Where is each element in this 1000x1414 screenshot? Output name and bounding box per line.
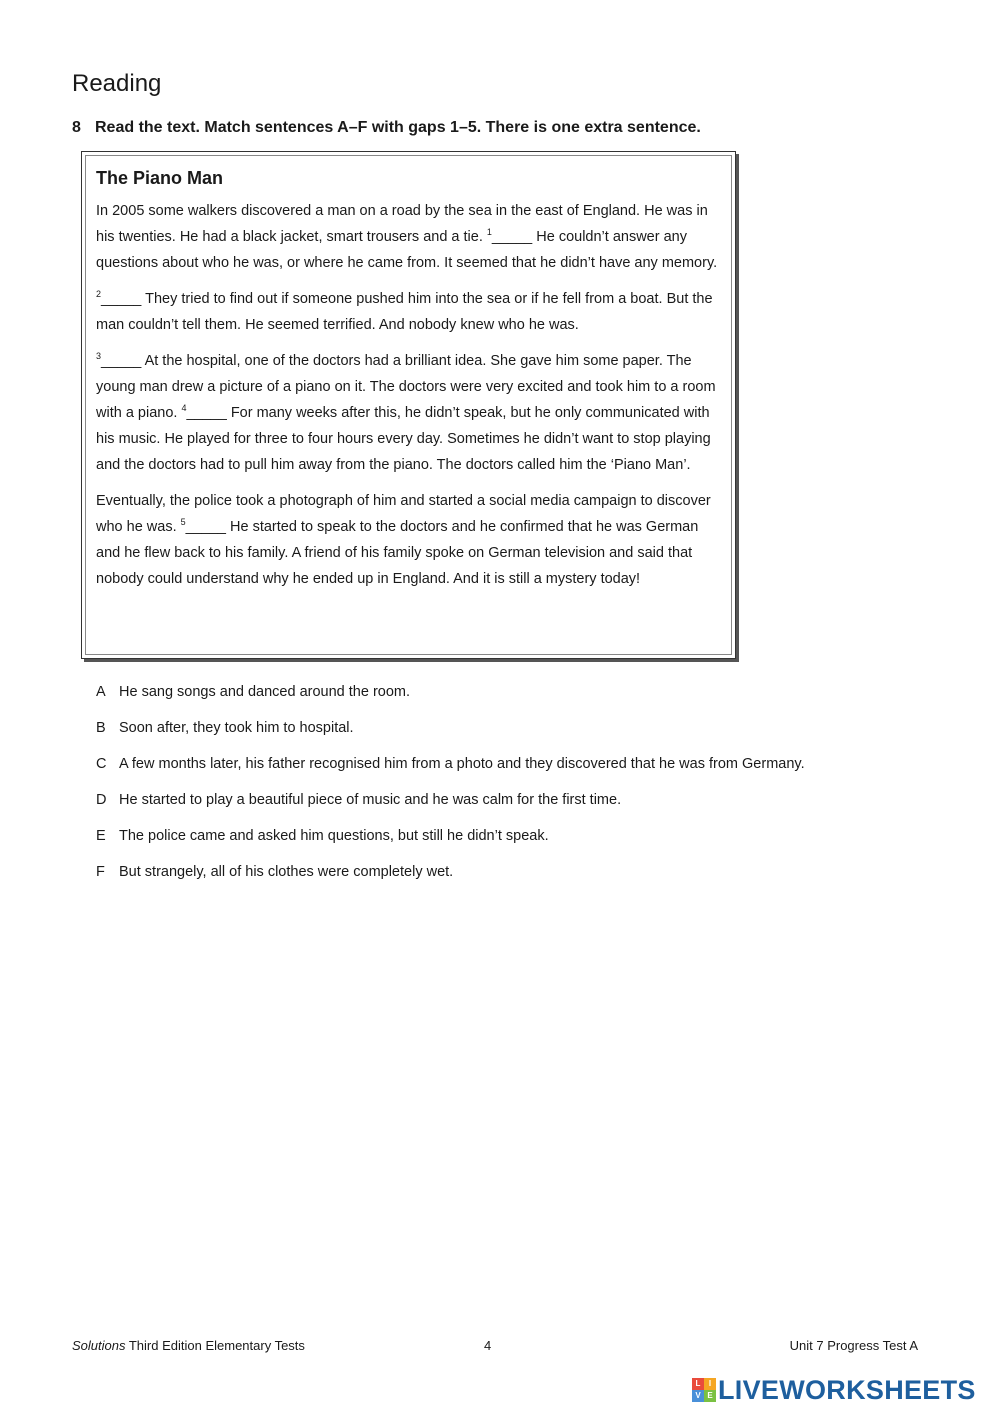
gap-1-number: 1	[486, 227, 492, 237]
liveworksheets-logo-icon	[692, 1378, 716, 1402]
option-text: A few months later, his father recognised him from a photo and they discovered that he was from Germany.	[119, 756, 805, 772]
option-f	[96, 861, 805, 897]
paragraph-3-text-b: _____ For many weeks after this, he didn’t speak, but he only communicated with his music. He played for three to four hours every day. Sometimes he didn’t want to stop playing and the doctors had to pull him away from the piano. The doctors called him the ‘Piano Man’.	[96, 405, 711, 473]
gap-3-number: 3	[96, 351, 102, 361]
option-d	[96, 789, 805, 825]
logo-cell: V	[692, 1390, 704, 1402]
paragraph-4	[96, 488, 723, 592]
gap-4-number: 4	[181, 403, 187, 413]
options-list	[96, 681, 805, 897]
instruction-text: Read the text. Match sentences A–F with gaps 1–5. There is one extra sentence.	[95, 119, 701, 136]
option-text: But strangely, all of his clothes were completely wet.	[119, 864, 454, 880]
story-title: The Piano Man	[96, 168, 224, 188]
option-a	[96, 681, 805, 717]
option-letter: B	[96, 720, 106, 736]
paragraph-4-text-b: _____ He started to speak to the doctors and he confirmed that he was German and he flew back to his family. A friend of his family spoke on German television and said that nobody could understand why he ended up in England. And it is still a mystery today!	[96, 519, 699, 587]
option-b	[96, 717, 805, 753]
brand-name: LIVEWORKSHEETS	[718, 1374, 976, 1405]
paragraph-3	[96, 348, 723, 478]
page-footer	[72, 1338, 918, 1356]
option-text: He started to play a beautiful piece of music and he was calm for the first time.	[119, 792, 622, 808]
section-title: Reading	[72, 70, 162, 97]
paragraph-2	[96, 286, 723, 338]
paragraph-4-text-a: Eventually, the police took a photograph of him and started a social media campaign to discover who he was.	[96, 493, 711, 535]
gap-5-number: 5	[180, 517, 186, 527]
logo-cell: E	[704, 1390, 716, 1402]
option-letter: D	[96, 792, 107, 808]
option-letter: E	[96, 828, 106, 844]
footer-book-title	[72, 1338, 305, 1353]
exercise-number: 8	[72, 119, 81, 136]
paragraph-1	[96, 198, 723, 276]
exercise-instruction	[72, 119, 701, 137]
paragraph-2-text: _____ They tried to find out if someone pushed him into the sea or if he fell from a boat. But the man couldn’t tell them. He seemed terrified. And nobody knew who he was.	[96, 291, 713, 333]
footer-book-rest: Third Edition Elementary Tests	[125, 1338, 305, 1353]
paragraph-3-text-a: _____ At the hospital, one of the doctors had a brilliant idea. She gave him some paper. The young man drew a picture of a piano on it. The doctors were very excited and took him to a room with a piano.	[96, 353, 716, 421]
gap-2-number: 2	[96, 289, 102, 299]
paragraph-1-text-a: In 2005 some walkers discovered a man on a road by the sea in the east of England. He was in his twenties. He had a black jacket, smart trousers and a tie.	[96, 203, 708, 245]
footer-page-number: 4	[484, 1338, 492, 1353]
footer-test-name: Unit 7 Progress Test A	[789, 1338, 918, 1353]
liveworksheets-brand[interactable]	[692, 1373, 976, 1407]
option-e	[96, 825, 805, 861]
option-letter: F	[96, 864, 105, 880]
option-letter: C	[96, 756, 107, 772]
option-text: The police came and asked him questions, but still he didn’t speak.	[119, 828, 549, 844]
logo-cell: L	[692, 1378, 704, 1390]
option-letter: A	[96, 684, 106, 700]
option-c	[96, 753, 805, 789]
option-text: He sang songs and danced around the room.	[119, 684, 411, 700]
option-text: Soon after, they took him to hospital.	[119, 720, 354, 736]
logo-cell: I	[704, 1378, 716, 1390]
footer-book-italic: Solutions	[72, 1338, 126, 1353]
story-box	[81, 151, 736, 659]
paragraph-1-text-b: _____ He couldn’t answer any questions about who he was, or where he came from. It seemed that he didn’t have any memory.	[96, 229, 718, 271]
